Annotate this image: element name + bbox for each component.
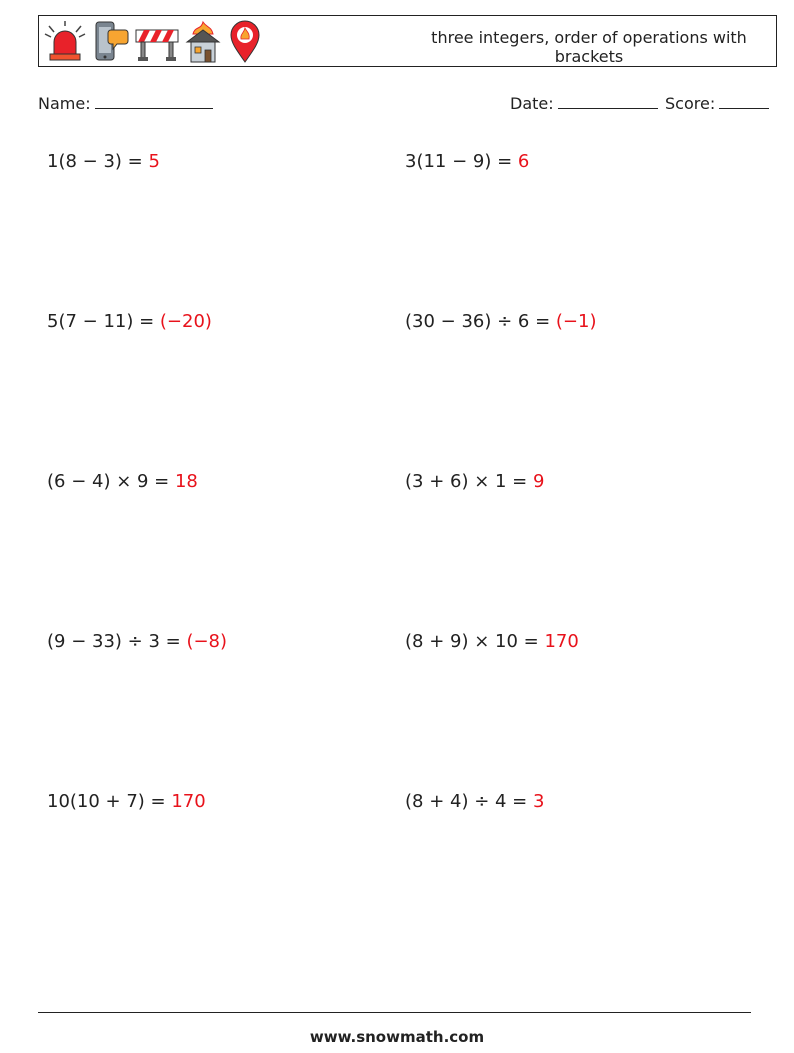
phone-fire-alert-icon — [93, 20, 129, 64]
siren-icon — [43, 20, 87, 64]
problem-expression: 1(8 − 3) = — [47, 151, 149, 172]
date-blank[interactable] — [558, 94, 658, 109]
problem-6 — [405, 471, 544, 492]
name-label: Name: — [38, 94, 91, 113]
problem-expression: (3 + 6) × 1 = — [405, 471, 533, 492]
problem-answer: 18 — [174, 471, 198, 492]
problem-answer: 6 — [517, 151, 530, 172]
problem-7 — [47, 631, 227, 652]
road-barrier-icon — [135, 20, 179, 64]
burning-house-icon — [185, 20, 221, 64]
score-blank[interactable] — [719, 94, 769, 109]
footer-divider — [38, 1012, 751, 1013]
problem-expression: (6 − 4) × 9 = — [47, 471, 175, 492]
problem-answer: (−8) — [186, 631, 228, 652]
problem-answer: 3 — [532, 791, 545, 812]
fire-location-pin-icon — [227, 20, 263, 64]
problem-expression: 10(10 + 7) = — [47, 791, 172, 812]
problem-8 — [405, 631, 579, 652]
problem-9 — [47, 791, 206, 812]
problem-expression: 3(11 − 9) = — [405, 151, 518, 172]
score-label: Score: — [665, 94, 716, 113]
problem-answer: 170 — [544, 631, 579, 652]
problem-expression: (8 + 4) ÷ 4 = — [405, 791, 533, 812]
date-field[interactable] — [510, 94, 658, 113]
date-label: Date: — [510, 94, 554, 113]
problem-5 — [47, 471, 198, 492]
name-field[interactable] — [38, 94, 213, 113]
problem-answer: 170 — [171, 791, 206, 812]
score-field[interactable] — [665, 94, 769, 113]
worksheet-header — [38, 15, 777, 67]
problem-3 — [47, 311, 212, 332]
problem-10 — [405, 791, 544, 812]
problem-expression: (30 − 36) ÷ 6 = — [405, 311, 556, 332]
problem-expression: (9 − 33) ÷ 3 = — [47, 631, 187, 652]
problem-expression: 5(7 − 11) = — [47, 311, 160, 332]
student-fields — [38, 94, 770, 116]
problem-answer: 9 — [532, 471, 545, 492]
problem-answer: (−20) — [159, 311, 212, 332]
problem-answer: 5 — [148, 151, 160, 172]
problem-4 — [405, 311, 596, 332]
header-icons — [43, 20, 263, 64]
name-blank[interactable] — [95, 94, 213, 109]
worksheet-title: three integers, order of operations with brackets — [431, 28, 747, 66]
footer-site[interactable]: www.snowmath.com — [309, 1028, 485, 1046]
problem-answer: (−1) — [555, 311, 597, 332]
problem-2 — [405, 151, 529, 172]
problem-expression: (8 + 9) × 10 = — [405, 631, 545, 652]
problem-1 — [47, 151, 160, 172]
